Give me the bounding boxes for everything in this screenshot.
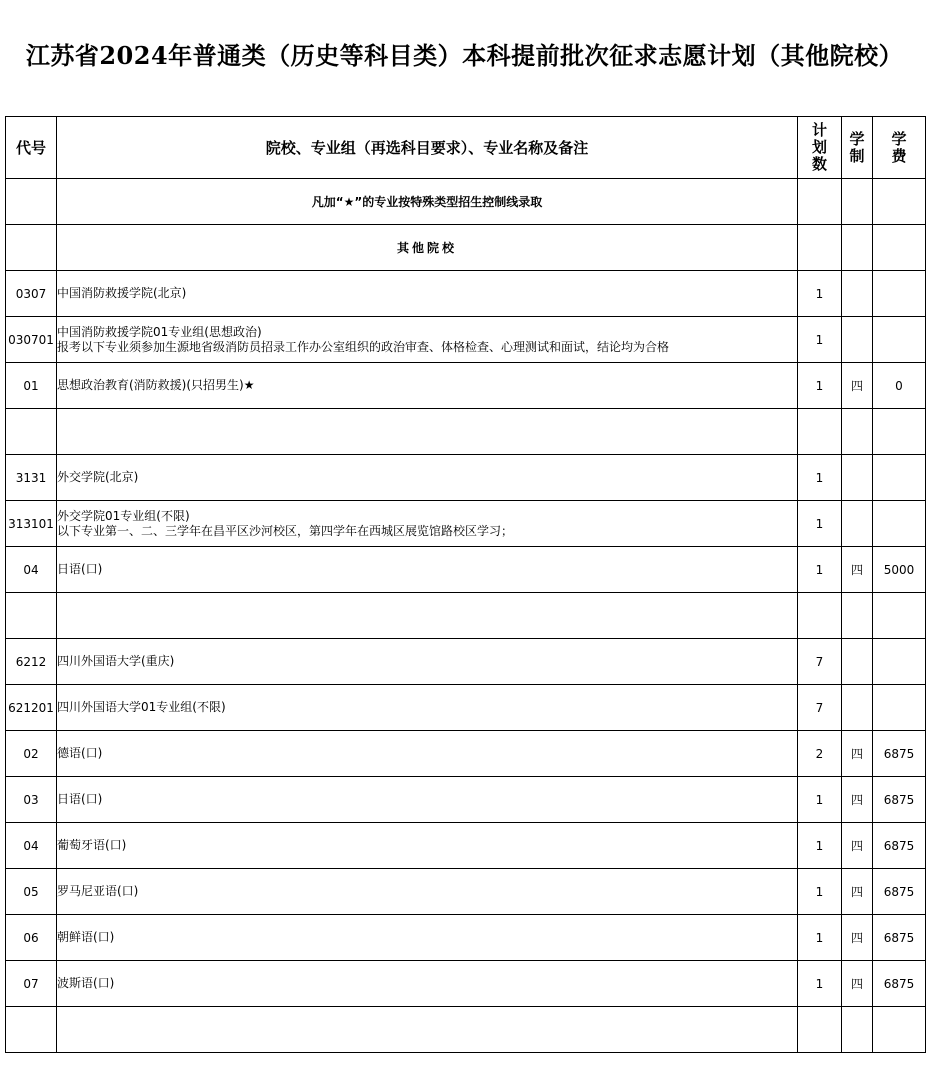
row-plan: 1 <box>798 501 842 547</box>
row-name-cell <box>57 961 798 1007</box>
row-name: 日语(口) <box>57 792 103 806</box>
row-fee <box>873 685 926 731</box>
row-fee: 6875 <box>873 915 926 961</box>
row-name-cell <box>57 317 798 363</box>
table-row <box>6 501 926 547</box>
section-title: 其他院校 <box>57 225 798 271</box>
row-code: 01 <box>6 363 57 409</box>
table-row <box>6 455 926 501</box>
row-name-cell <box>57 823 798 869</box>
table-row <box>6 961 926 1007</box>
row-fee <box>873 317 926 363</box>
row-length: 四 <box>842 363 873 409</box>
table-row <box>6 271 926 317</box>
special-admission-note: 凡加“★”的专业按特殊类型招生控制线录取 <box>57 179 798 225</box>
row-length: 四 <box>842 915 873 961</box>
row-name-cell <box>57 731 798 777</box>
row-plan: 1 <box>798 317 842 363</box>
row-name-cell <box>57 915 798 961</box>
row-length: 四 <box>842 961 873 1007</box>
row-name: 思想政治教育(消防救援)(只招男生)★ <box>57 378 255 392</box>
row-fee <box>873 271 926 317</box>
row-length: 四 <box>842 823 873 869</box>
row-code: 03 <box>6 777 57 823</box>
row-fee: 6875 <box>873 961 926 1007</box>
empty-cell <box>842 179 873 225</box>
row-code: 3131 <box>6 455 57 501</box>
header-fee <box>873 117 926 179</box>
row-length <box>842 1007 873 1053</box>
table-row <box>6 777 926 823</box>
header-code: 代号 <box>6 117 57 179</box>
table-header-row <box>6 117 926 179</box>
row-plan <box>798 1007 842 1053</box>
section-row <box>6 225 926 271</box>
row-plan: 7 <box>798 639 842 685</box>
row-name-cell <box>57 455 798 501</box>
table-row <box>6 823 926 869</box>
row-length: 四 <box>842 777 873 823</box>
row-name-cell <box>57 777 798 823</box>
row-plan: 1 <box>798 915 842 961</box>
row-name-cell <box>57 501 798 547</box>
row-note: 报考以下专业须参加生源地省级消防员招录工作办公室组织的政治审查、体格检查、心理测试和面试，结论均为合格 <box>57 339 670 354</box>
row-name: 四川外国语大学01专业组(不限) <box>57 700 226 714</box>
row-code: 313101 <box>6 501 57 547</box>
header-name: 院校、专业组（再选科目要求）、专业名称及备注 <box>57 117 798 179</box>
header-fee-char: 费 <box>891 146 907 165</box>
row-plan <box>798 593 842 639</box>
header-plan <box>798 117 842 179</box>
header-length-char: 制 <box>849 146 865 165</box>
note-row <box>6 179 926 225</box>
row-length <box>842 685 873 731</box>
row-name: 罗马尼亚语(口) <box>57 884 139 898</box>
row-code: 621201 <box>6 685 57 731</box>
row-code: 04 <box>6 823 57 869</box>
row-length: 四 <box>842 731 873 777</box>
row-plan <box>798 409 842 455</box>
table-row <box>6 363 926 409</box>
table-row <box>6 915 926 961</box>
table-row <box>6 593 926 639</box>
header-length <box>842 117 873 179</box>
table-row <box>6 731 926 777</box>
row-name-cell <box>57 363 798 409</box>
row-plan: 7 <box>798 685 842 731</box>
empty-cell <box>842 225 873 271</box>
row-plan: 1 <box>798 961 842 1007</box>
row-name-cell <box>57 869 798 915</box>
row-plan: 1 <box>798 547 842 593</box>
row-length: 四 <box>842 869 873 915</box>
row-name-cell <box>57 685 798 731</box>
row-fee <box>873 409 926 455</box>
row-name: 朝鲜语(口) <box>57 930 115 944</box>
row-code <box>6 593 57 639</box>
table-row <box>6 639 926 685</box>
row-fee: 6875 <box>873 731 926 777</box>
row-name: 外交学院(北京) <box>57 470 139 484</box>
row-name: 四川外国语大学(重庆) <box>57 654 175 668</box>
row-fee: 6875 <box>873 777 926 823</box>
row-name: 葡萄牙语(口) <box>57 838 127 852</box>
empty-cell <box>798 179 842 225</box>
row-code <box>6 1007 57 1053</box>
row-plan: 1 <box>798 777 842 823</box>
row-name-cell <box>57 639 798 685</box>
row-fee: 6875 <box>873 823 926 869</box>
row-length <box>842 501 873 547</box>
row-plan: 2 <box>798 731 842 777</box>
header-length-char: 学 <box>849 129 865 148</box>
row-name: 波斯语(口) <box>57 976 115 990</box>
row-note: 以下专业第一、二、三学年在昌平区沙河校区，第四学年在西城区展览馆路校区学习； <box>57 523 514 538</box>
row-plan: 1 <box>798 869 842 915</box>
table-row <box>6 547 926 593</box>
row-code: 04 <box>6 547 57 593</box>
row-fee <box>873 639 926 685</box>
row-fee <box>873 501 926 547</box>
row-name: 中国消防救援学院01专业组(思想政治) <box>57 324 262 339</box>
table-row <box>6 1007 926 1053</box>
enrollment-plan-table <box>5 116 926 1053</box>
row-name: 日语(口) <box>57 562 103 576</box>
row-code <box>6 409 57 455</box>
row-fee: 6875 <box>873 869 926 915</box>
row-name-cell <box>57 271 798 317</box>
row-length <box>842 317 873 363</box>
header-plan-char: 数 <box>811 155 827 173</box>
row-name-cell <box>57 547 798 593</box>
table-row <box>6 685 926 731</box>
row-code: 07 <box>6 961 57 1007</box>
row-name: 中国消防救援学院(北京) <box>57 286 187 300</box>
row-plan: 1 <box>798 455 842 501</box>
row-code: 05 <box>6 869 57 915</box>
row-length <box>842 455 873 501</box>
row-fee: 5000 <box>873 547 926 593</box>
row-name-cell <box>57 409 798 455</box>
row-fee: 0 <box>873 363 926 409</box>
row-code: 0307 <box>6 271 57 317</box>
row-length <box>842 409 873 455</box>
row-code: 02 <box>6 731 57 777</box>
row-plan: 1 <box>798 271 842 317</box>
header-fee-char: 学 <box>891 129 907 148</box>
table-row <box>6 869 926 915</box>
row-fee <box>873 593 926 639</box>
row-plan: 1 <box>798 363 842 409</box>
row-length <box>842 271 873 317</box>
row-name: 外交学院01专业组(不限) <box>57 508 190 523</box>
row-length: 四 <box>842 547 873 593</box>
row-fee <box>873 1007 926 1053</box>
empty-cell <box>6 179 57 225</box>
empty-cell <box>798 225 842 271</box>
row-length <box>842 639 873 685</box>
row-fee <box>873 455 926 501</box>
row-length <box>842 593 873 639</box>
row-name: 德语(口) <box>57 746 103 760</box>
row-name-cell <box>57 1007 798 1053</box>
row-code: 06 <box>6 915 57 961</box>
row-plan: 1 <box>798 823 842 869</box>
row-name-cell <box>57 593 798 639</box>
page-title: 江苏省2024年普通类（历史等科目类）本科提前批次征求志愿计划（其他院校） <box>25 41 904 70</box>
table-row <box>6 409 926 455</box>
empty-cell <box>873 179 926 225</box>
row-code: 030701 <box>6 317 57 363</box>
row-code: 6212 <box>6 639 57 685</box>
table-row <box>6 317 926 363</box>
header-plan-char: 划 <box>811 138 827 156</box>
empty-cell <box>873 225 926 271</box>
header-plan-char: 计 <box>811 121 827 139</box>
empty-cell <box>6 225 57 271</box>
